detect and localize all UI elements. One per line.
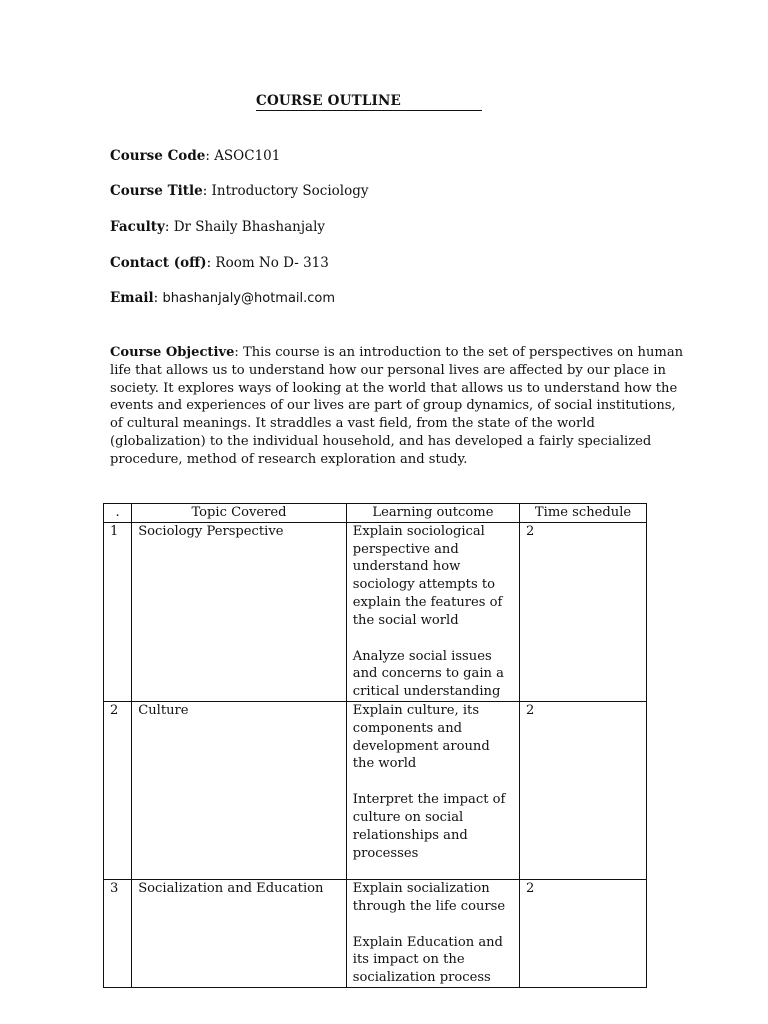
email-value: bhashanjaly@hotmail.com [162,291,336,306]
outcome-text: Explain Education and its impact on the socialization process [352,934,503,986]
field-email: Email: bhashanjaly@hotmail.com [110,290,336,306]
row-number: 3 [104,879,132,987]
table-header-row [104,504,647,523]
row-topic: Sociology Perspective [132,522,347,701]
row-outcome [346,701,519,879]
table-row [104,522,647,701]
table-row [104,879,647,987]
outcome-text: Explain socialization through the life course [352,880,506,914]
row-topic: Socialization and Education [132,879,347,987]
faculty-value: Dr Shaily Bhashanjaly [173,219,326,235]
row-topic: Culture [132,701,347,879]
row-time: 2 [520,522,647,701]
outcome-text: Explain sociological perspective and understand how sociology attempts to explain the features of the social world [352,523,503,628]
row-number: 1 [104,522,132,701]
faculty-label: Faculty [110,219,165,235]
header-topic: Topic Covered [132,504,347,523]
outcome-text: Explain culture, its components and development around the world [352,702,490,772]
table-row [104,701,647,879]
field-contact: Contact (off): Room No D- 313 [110,255,329,271]
row-time: 2 [520,701,647,879]
outline-table [103,503,647,988]
header-number: . [104,504,132,523]
objective-text: This course is an introduction to the set of perspectives on human life that allows us to understand how our personal lives are affected by our place in society. It explores ways of looking at the world that allows us to understand how the events and experiences of our lives are part of group dynamics, of social institutions, of cultural meanings. It straddles a vast field, from the state of the world (globalization) to the individual household, and has developed a fairly specialized procedure, method of research exploration and study. [110,345,684,467]
course-title-value: Introductory Sociology [211,183,369,199]
row-outcome [346,522,519,701]
field-faculty: Faculty: Dr Shaily Bhashanjaly [110,219,326,235]
contact-value: Room No D- 313 [215,255,329,271]
outcome-text: Analyze social issues and concerns to gain a critical understanding [352,648,504,700]
row-time: 2 [520,879,647,987]
page-title: COURSE OUTLINE [256,93,402,109]
course-code-value: ASOC101 [214,148,281,164]
email-label: Email [110,290,154,306]
course-title-label: Course Title [110,183,203,199]
row-number: 2 [104,701,132,879]
objective-label: Course Objective [110,345,235,360]
course-objective: Course Objective: This course is an introduction to the set of perspectives on human life that allows us to understand how our personal lives are affected by our place in society. It explores ways of looking at the world that allows us to understand how the events and experiences of our lives are part of group dynamics, of social institutions, of cultural meanings. It straddles a vast field, from the state of the world (globalization) to the individual household, and has developed a fairly specialized procedure, method of research exploration and study. [110,345,684,467]
course-code-label: Course Code [110,148,206,164]
field-course-title: Course Title: Introductory Sociology [110,183,369,199]
outcome-text: Interpret the impact of culture on social relationships and processes [352,792,506,861]
title-underline [256,92,482,111]
header-outcome: Learning outcome [346,504,519,523]
header-time: Time schedule [520,504,647,523]
contact-label: Contact (off) [110,255,207,271]
row-outcome [346,879,519,987]
field-course-code: Course Code: ASOC101 [110,148,281,164]
